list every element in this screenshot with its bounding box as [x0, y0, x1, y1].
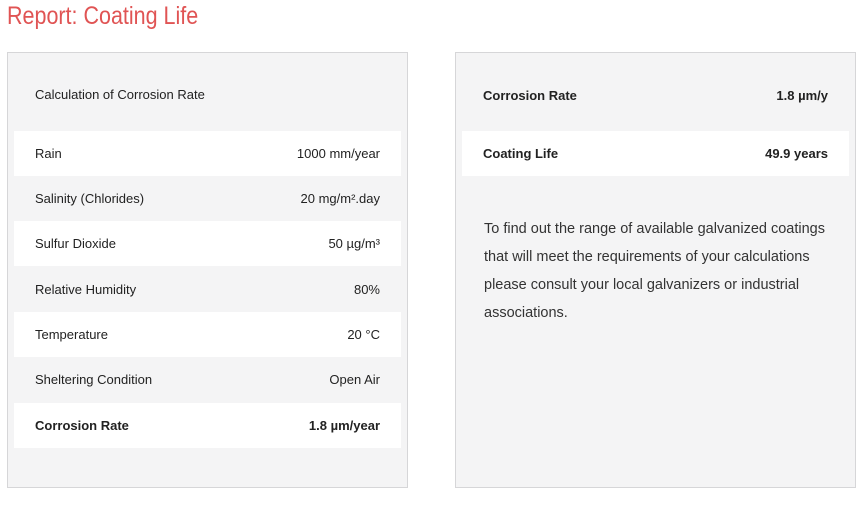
calculation-heading: Calculation of Corrosion Rate [35, 87, 205, 102]
result-row-coating-life [462, 131, 849, 176]
calc-row-sulfur-dioxide [14, 221, 401, 266]
calc-row-label: Corrosion Rate [35, 418, 129, 433]
corrosion-calculation-panel [7, 52, 408, 488]
calc-row-sheltering-condition [14, 357, 401, 402]
calc-row-value: 20 mg/m².day [300, 191, 380, 206]
page-title: Report: Coating Life [7, 2, 199, 30]
calc-row-rain [14, 131, 401, 176]
calc-row-relative-humidity [14, 267, 401, 312]
calc-row-label: Salinity (Chlorides) [35, 191, 145, 206]
calc-row-value: 20 °C [347, 327, 380, 342]
calc-row-label: Sheltering Condition [35, 372, 153, 387]
calc-row-salinity [14, 176, 401, 221]
calc-row-label: Relative Humidity [35, 282, 137, 297]
calc-row-label: Sulfur Dioxide [35, 236, 116, 251]
calc-row-value: 50 µg/m³ [328, 236, 380, 251]
calc-row-value: 1.8 µm/year [308, 418, 380, 433]
calc-row-value: Open Air [329, 372, 380, 387]
result-row-corrosion-rate [462, 73, 849, 118]
result-row-label: Coating Life [483, 146, 559, 161]
coating-life-results-panel [455, 52, 856, 488]
result-row-value: 49.9 years [765, 146, 828, 161]
result-row-label: Corrosion Rate [483, 88, 577, 103]
calc-row-label: Rain [35, 146, 62, 161]
galvanizer-advice-note: To find out the range of available galvanized coatings that will meet the requirements of your calculations please consult your local galvanizers or industrial associations. [484, 221, 825, 321]
calc-row-temperature [14, 312, 401, 357]
calc-row-value: 1000 mm/year [296, 146, 380, 161]
calc-row-value: 80% [353, 282, 380, 297]
calc-row-corrosion-rate [14, 403, 401, 448]
result-row-value: 1.8 µm/y [776, 88, 828, 103]
calc-row-label: Temperature [35, 327, 108, 342]
